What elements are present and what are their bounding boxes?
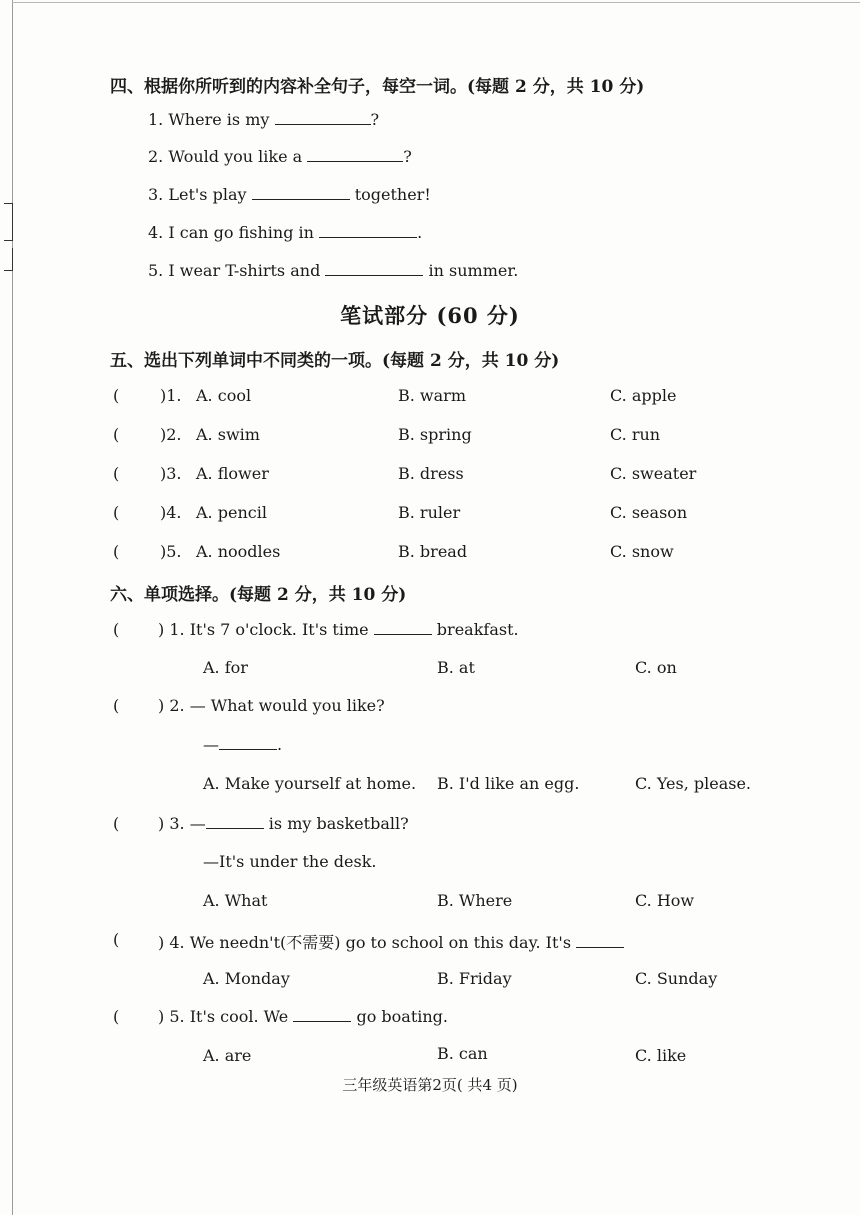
option-c: C. on <box>635 658 677 677</box>
section5-heading: 五、选出下列单词中不同类的一项。(每题 2 分，共 10 分) <box>110 351 560 371</box>
page-left-border <box>12 0 13 1215</box>
written-part-title: 笔试部分 (60 分) <box>340 303 520 328</box>
answer-blank[interactable] <box>206 814 264 829</box>
listening-item: 3. Let's play together! <box>148 185 431 204</box>
exam-page: 四、根据你所听到的内容补全句子，每空一词。(每题 2 分，共 10 分) 1. Where is my ? 2. Would you like a ? 3. Let's play together! 4. I can go fishing in . 5. I wear T-shirts and in summer. 笔试部分 (60 分) 五、选出下列单词中不同类的一项。(每题 2 分，共 10 分) ( )1. A. cool B. warm C. apple ( )2. A. swim B. spring C. run ( )3. A. flower B. dress C. sweater ( )4. A. pencil B. ruler C. season ( )5. A. noodles B. bread C. snow 六、单项选择。(每题 2 分，共 10 分) ( ) 1. It's 7 o'clock. It's time breakfast. A. for B. at C. on ( ) 2. — What would you like? — . A. Make yourself at home. B. I'd like an egg. C. Yes, please. ( ) 3. — is my basketball? —It's under the desk. A. What B. Where C. How ( ) 4. We needn't(不需要) go to school on this day. It's A. Monday B. Friday C. Sunday ( ) 5. It's cool. We go boating. A. are B. can C. like 三年级英语第2页( 共4 页) <box>0 0 860 1215</box>
option-c: C. sweater <box>610 464 697 483</box>
option-a: A. are <box>203 1046 252 1065</box>
option-a: A. Monday <box>203 969 290 988</box>
answer-paren[interactable]: ( <box>113 696 120 715</box>
option-a: A. pencil <box>196 503 267 522</box>
option-a: A. swim <box>196 425 260 444</box>
question-text: ) 4. We needn't(不需要) go to school on this day. It's <box>158 930 624 953</box>
section6-heading: 六、单项选择。(每题 2 分，共 10 分) <box>110 585 407 605</box>
answer-paren[interactable]: ( <box>113 930 120 949</box>
answer-line: —It's under the desk. <box>203 852 377 871</box>
answer-paren[interactable]: ( <box>113 542 120 561</box>
option-b: B. Where <box>437 891 513 910</box>
answer-blank[interactable] <box>307 147 403 162</box>
option-c: C. run <box>610 425 661 444</box>
option-c: C. season <box>610 503 688 522</box>
answer-blank[interactable] <box>219 735 277 750</box>
binding-mark <box>4 248 13 271</box>
option-c: C. How <box>635 891 695 910</box>
answer-paren[interactable]: ( <box>113 503 120 522</box>
option-b: B. spring <box>398 425 472 444</box>
answer-line: — . <box>203 735 283 754</box>
option-b: B. I'd like an egg. <box>437 774 580 793</box>
option-b: B. at <box>437 658 475 677</box>
option-c: C. apple <box>610 386 677 405</box>
option-a: A. noodles <box>196 542 281 561</box>
option-a: A. flower <box>196 464 269 483</box>
option-b: B. Friday <box>437 969 512 988</box>
answer-paren[interactable]: ( <box>113 464 120 483</box>
option-b: B. ruler <box>398 503 461 522</box>
answer-paren[interactable]: ( <box>113 386 120 405</box>
option-c: C. like <box>635 1046 687 1065</box>
answer-paren[interactable]: ( <box>113 425 120 444</box>
option-c: C. Yes, please. <box>635 774 751 793</box>
option-a: A. for <box>203 658 248 677</box>
listening-item: 5. I wear T-shirts and in summer. <box>148 261 519 280</box>
option-a: A. What <box>203 891 268 910</box>
section4-heading: 四、根据你所听到的内容补全句子，每空一词。(每题 2 分，共 10 分) <box>110 77 645 97</box>
page-footer: 三年级英语第2页( 共4 页) <box>342 1076 518 1094</box>
listening-item: 4. I can go fishing in . <box>148 223 423 242</box>
option-b: B. bread <box>398 542 468 561</box>
answer-paren[interactable]: ( <box>113 1007 120 1026</box>
answer-blank[interactable] <box>374 620 432 635</box>
option-c: C. Sunday <box>635 969 718 988</box>
question-text: ) 3. — is my basketball? <box>158 814 409 833</box>
option-a: A. cool <box>196 386 252 405</box>
listening-item: 2. Would you like a ? <box>148 147 412 166</box>
question-text: ) 5. It's cool. We go boating. <box>158 1007 449 1026</box>
answer-blank[interactable] <box>576 933 624 948</box>
binding-mark <box>4 203 13 241</box>
option-b: B. can <box>437 1044 488 1063</box>
answer-blank[interactable] <box>252 185 350 200</box>
answer-blank[interactable] <box>293 1007 351 1022</box>
question-text: ) 1. It's 7 o'clock. It's time breakfast. <box>158 620 519 639</box>
page-top-border <box>12 2 860 3</box>
option-b: B. dress <box>398 464 464 483</box>
answer-blank[interactable] <box>325 261 423 276</box>
answer-paren[interactable]: ( <box>113 814 120 833</box>
option-c: C. snow <box>610 542 674 561</box>
answer-blank[interactable] <box>319 223 417 238</box>
answer-paren[interactable]: ( <box>113 620 120 639</box>
question-text: ) 2. — What would you like? <box>158 696 385 715</box>
listening-item: 1. Where is my ? <box>148 110 380 129</box>
option-a: A. Make yourself at home. <box>203 774 417 793</box>
answer-blank[interactable] <box>275 110 371 125</box>
option-b: B. warm <box>398 386 466 405</box>
